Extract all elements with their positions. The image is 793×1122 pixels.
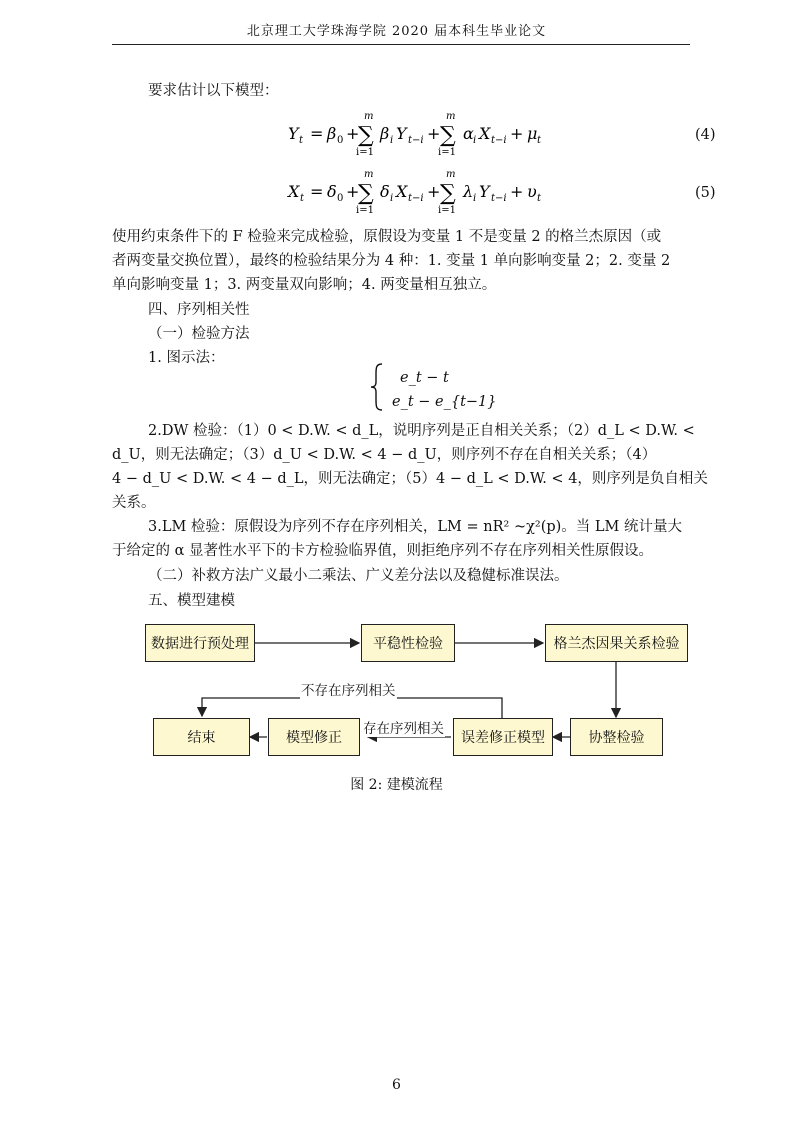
svg-text:=: = <box>310 124 324 143</box>
svg-text:X: X <box>396 182 408 201</box>
equation-4-number: (4) <box>695 127 716 143</box>
svg-text:t: t <box>537 135 542 146</box>
flow-node-stationarity: 平稳性检验 <box>361 624 455 662</box>
flow-node-end: 结束 <box>153 718 250 756</box>
svg-text:i=1: i=1 <box>438 147 456 158</box>
svg-text:λ: λ <box>463 182 474 201</box>
intro-text: 要求估计以下模型： <box>148 83 279 99</box>
running-header: 北京理工大学珠海学院 2020 届本科生毕业论文 <box>246 24 547 39</box>
svg-text:m: m <box>364 169 374 180</box>
svg-text:∑: ∑ <box>440 123 456 148</box>
page-number: 6 <box>392 1077 401 1093</box>
flow-node-preprocess: 数据进行预处理 <box>145 624 255 662</box>
granger-line-1: 使用约束条件下的 F 检验来完成检验，原假设为变量 1 不是变量 2 的格兰杰原因（或 <box>112 229 662 245</box>
svg-text:t−i: t−i <box>408 135 424 146</box>
svg-text:Y: Y <box>288 124 299 143</box>
svg-text:i: i <box>473 135 477 146</box>
svg-text:X: X <box>288 182 300 201</box>
svg-text:t: t <box>300 193 305 204</box>
granger-line-2: 者两变量交换位置），最终的检验结果分为 4 种：1. 变量 1 单向影响变量 2；2. 变量 2 <box>112 253 671 269</box>
svg-text:i=1: i=1 <box>438 205 456 216</box>
svg-text:i: i <box>390 135 394 146</box>
dw-line-1: 2.DW 检验：（1）0 < D.W. < d_L，说明序列是正自相关关系；（2）d_L < D.W. < <box>148 423 695 439</box>
svg-text:Y: Y <box>479 182 490 201</box>
edge-label-no-correlation: 不存在序列相关 <box>300 679 397 699</box>
svg-text:μ: μ <box>527 124 538 143</box>
section-4-title: 四、序列相关性 <box>148 302 250 318</box>
svg-text:m: m <box>446 111 456 122</box>
svg-text:0: 0 <box>337 193 344 204</box>
flow-node-cointegration: 协整检验 <box>570 718 663 756</box>
edge-label-has-correlation: 存在序列相关 <box>362 717 445 737</box>
flow-node-correction: 模型修正 <box>268 718 360 756</box>
equation-5-number: (5) <box>695 185 716 201</box>
svg-text:t−i: t−i <box>408 193 424 204</box>
svg-text:0: 0 <box>337 135 344 146</box>
dw-line-2: d_U，则无法确定；（3）d_U < D.W. < 4 − d_U，则序列不存在自相关关系；（4） <box>112 447 657 463</box>
brace-line-2: e_t − e_{t−1} <box>392 394 497 410</box>
svg-text:+: + <box>427 182 441 201</box>
svg-text:∑: ∑ <box>358 181 374 206</box>
flow-node-granger: 格兰杰因果关系检验 <box>545 624 688 662</box>
svg-text:∑: ∑ <box>358 123 374 148</box>
svg-text:+: + <box>427 124 441 143</box>
svg-text:+: + <box>346 182 360 201</box>
svg-text:i=1: i=1 <box>356 205 374 216</box>
dw-line-4: 关系。 <box>112 495 156 511</box>
dw-line-3: 4 − d_U < D.W. < 4 − d_L，则无法确定；（5）4 − d_L < D.W. < 4，则序列是负自相关 <box>112 471 708 487</box>
svg-text:i=1: i=1 <box>356 147 374 158</box>
svg-text:m: m <box>446 169 456 180</box>
svg-text:i: i <box>390 193 394 204</box>
svg-text:Y: Y <box>396 124 407 143</box>
svg-text:∑: ∑ <box>440 181 456 206</box>
svg-text:i: i <box>473 193 477 204</box>
flow-node-ecm: 误差修正模型 <box>453 718 553 756</box>
lm-line-1: 3.LM 检验：原假设为序列不存在序列相关，LM = nR² ~χ²(p)。当 LM 统计量大 <box>148 519 682 535</box>
svg-text:+: + <box>510 182 524 201</box>
granger-line-3: 单向影响变量 1；3. 两变量双向影响；4. 两变量相互独立。 <box>112 277 497 293</box>
section-4-sub2: （二）补救方法广义最小二乘法、广义差分法以及稳健标准误法。 <box>148 568 569 584</box>
method-1-label: 1. 图示法： <box>148 350 225 366</box>
svg-text:υ: υ <box>527 182 537 201</box>
svg-text:+: + <box>510 124 524 143</box>
svg-text:m: m <box>364 111 374 122</box>
svg-text:α: α <box>463 124 474 143</box>
section-5-title: 五、模型建模 <box>148 593 235 609</box>
svg-text:β: β <box>327 124 337 143</box>
lm-line-2: 于给定的 α 显著性水平下的卡方检验临界值，则拒绝序列不存在序列相关性原假设。 <box>112 543 654 559</box>
svg-text:=: = <box>310 182 324 201</box>
svg-text:+: + <box>346 124 360 143</box>
edge-ecm-end <box>202 698 502 718</box>
brace-line-1: e_t − t <box>400 370 449 386</box>
svg-text:β: β <box>380 124 390 143</box>
svg-text:δ: δ <box>380 182 390 201</box>
svg-text:t−i: t−i <box>491 193 507 204</box>
svg-text:X: X <box>479 124 491 143</box>
figure-caption: 图 2: 建模流程 <box>350 777 443 793</box>
section-4-sub1: （一）检验方法 <box>148 326 250 342</box>
svg-text:δ: δ <box>327 182 337 201</box>
svg-text:t: t <box>299 135 304 146</box>
svg-text:t: t <box>537 193 542 204</box>
svg-text:t−i: t−i <box>491 135 507 146</box>
